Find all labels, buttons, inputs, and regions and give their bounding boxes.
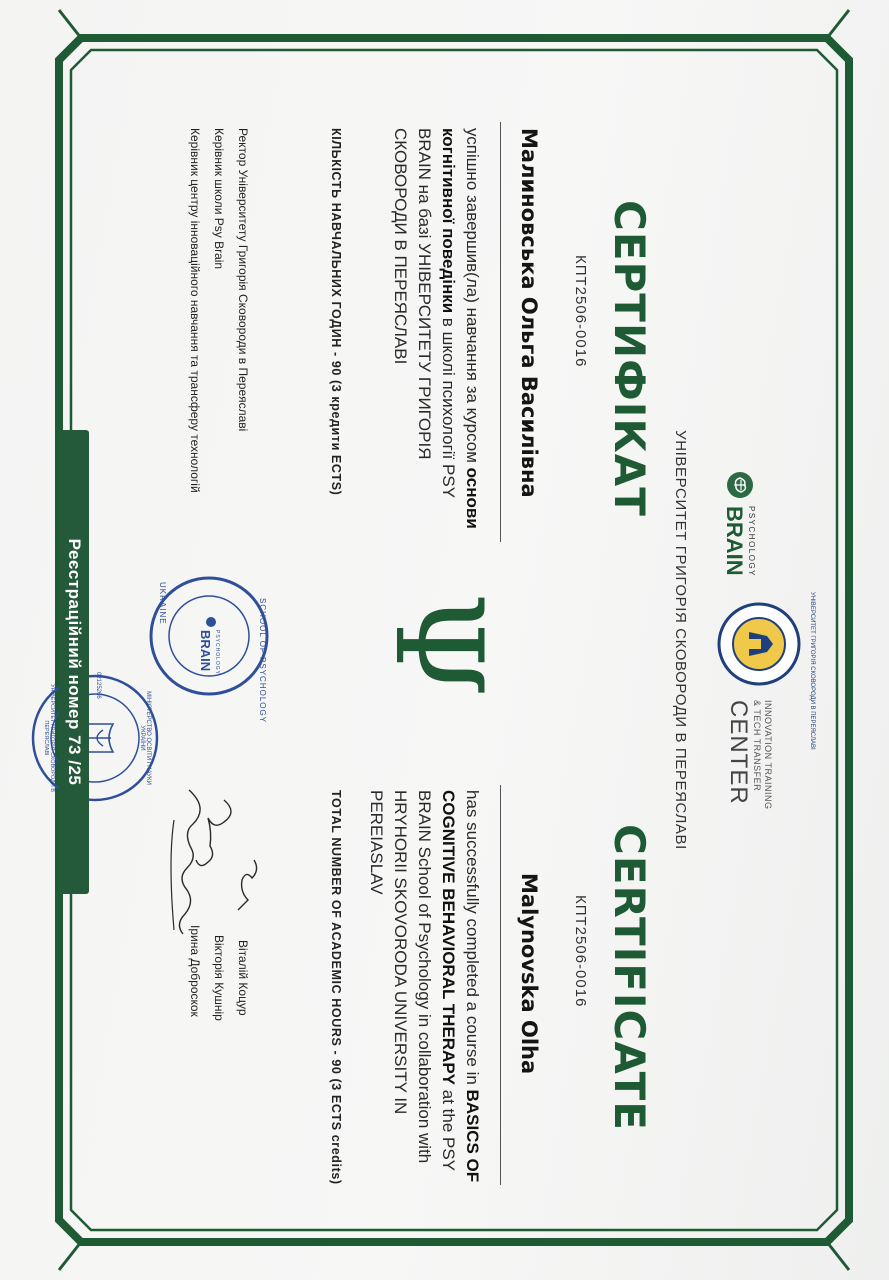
itt-line3: CENTER (725, 700, 752, 805)
ministry-stamp-ring2-text: УНІВЕРСИТЕТ ГРИГОРІЯ СКОВОРОДИ В ПЕРЕЯСЛАВІ (43, 684, 55, 792)
itt-center-logo (711, 700, 773, 810)
school-stamp-left-text: UKRAINE (158, 582, 167, 625)
ministry-stamp-ring-text: МІНІСТЕРСТВО ОСВІТИ І НАУКИ УКРАЇНИ (139, 691, 151, 785)
en-body-post: at the PSY BRAIN School of Psychology in collaboration with HRYHORII SKOVORODA UNIVERSITY IN PEREIASLAV (367, 790, 458, 1171)
ua-body-text (388, 128, 484, 548)
university-seal-ring-text: УНІВЕРСИТЕТ ГРИГОРІЯ СКОВОРОДИ В ПЕРЕЯСЛАВІ (809, 592, 815, 750)
en-signatory-2: Вікторія Кушнір (212, 935, 226, 1021)
ua-signatory-center-head: Керівник центру інноваційного навчання та трансферу технологій (188, 128, 202, 493)
en-body-text (364, 790, 484, 1210)
school-stamp-top-text: SCHOOL OF PSYCHOLOGY (258, 598, 267, 724)
en-signatory-1: Віталій Коцур (236, 940, 250, 1016)
ua-body-post: в школі психології PSY BRAIN на базі УНІВЕРСИТЕТУ ГРИГОРІЯ СКОВОРОДИ В ПЕРЕЯСЛАВІ (391, 128, 458, 498)
ministry-stamp-code: 02125266 (95, 672, 101, 699)
ua-title: СЕРТИФІКАТ (605, 200, 654, 517)
ua-code: КПТ2506-0016 (572, 255, 589, 368)
en-hours: TOTAL NUMBER OF ACADEMIC HOURS - 90 (3 ECTS credits) (329, 790, 343, 1185)
psy-brain-logo-big: BRAIN (722, 506, 747, 576)
psy-brain-logo-small: PSYCHOLOGY (747, 506, 756, 578)
en-body-pre: has successfully completed a course in (463, 790, 482, 1090)
ua-signatory-school-head: Керівник школи Psy Brain (212, 128, 226, 270)
handwritten-signatures (154, 760, 264, 960)
itt-line1: INNOVATION TRAINING (763, 700, 773, 810)
en-title: CERTIFICATE (605, 824, 654, 1131)
ua-hours: КІЛЬКІСТЬ НАВЧАЛЬНИХ ГОДИН - 90 (3 кредити ECTS) (329, 128, 343, 496)
ua-recipient-name: Малиновська Ольга Василівна (517, 128, 541, 498)
en-body-course: BASICS OF COGNITIVE BEHAVIORAL THERAPY (439, 790, 482, 1183)
ua-signatory-rector: Ректор Університету Григорія Сковороди в Переяславі (236, 128, 250, 432)
itt-line2: & TECH TRANSFER (752, 700, 762, 792)
school-stamp-big-text: BRAIN (198, 630, 213, 672)
en-code: КПТ2506-0016 (572, 895, 589, 1008)
university-header: УНІВЕРСИТЕТ ГРИГОРІЯ СКОВОРОДИ В ПЕРЕЯСЛАВІ (672, 430, 689, 850)
en-recipient-name: Malynovska Olha (517, 873, 541, 1075)
school-of-psychology-stamp (147, 574, 271, 724)
brain-icon (725, 470, 755, 500)
en-signatory-3: Ірина Доброскок (188, 925, 202, 1017)
ministry-stamp (29, 672, 161, 804)
ua-body-course: основи когнітивної поведінки (439, 128, 482, 529)
psi-symbol-icon: Ψ (368, 592, 507, 698)
ua-name-underline (500, 122, 501, 542)
psy-brain-logo (715, 470, 761, 610)
ua-body-pre: успішно завершив(ла) навчання за курсом (463, 128, 482, 468)
en-name-underline (500, 785, 501, 1185)
school-stamp-small-text: PSYCHOLOGY (214, 630, 220, 676)
registration-number-bar: Реєстраційний номер 73 /25 (59, 430, 89, 894)
